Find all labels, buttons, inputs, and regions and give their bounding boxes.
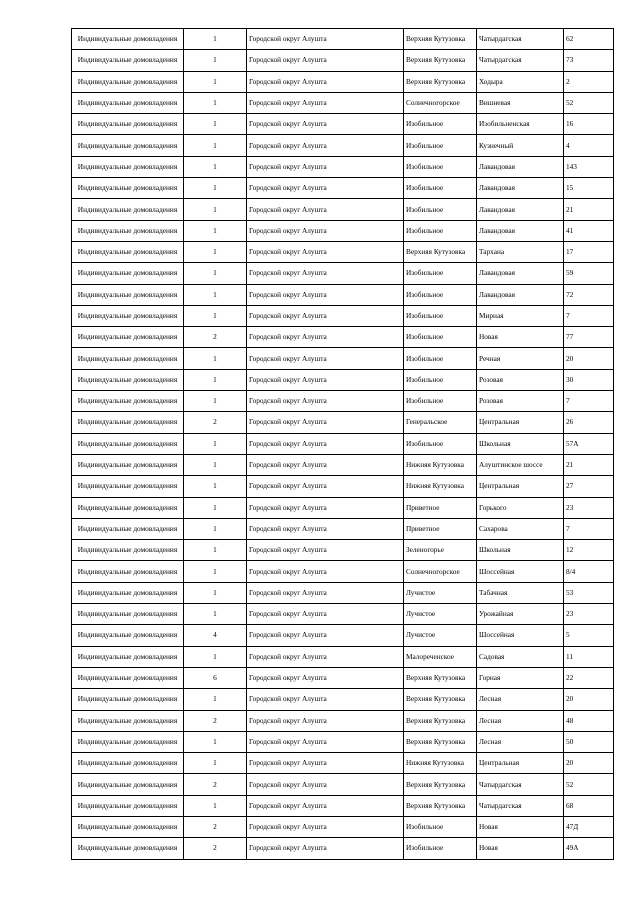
cell-building-type: Индивидуальные домовладения <box>72 29 184 50</box>
table-row <box>72 199 614 220</box>
cell-district: Городской округ Алушта <box>247 178 404 199</box>
cell-count: 1 <box>184 263 247 284</box>
cell-district: Городской округ Алушта <box>247 241 404 262</box>
table-row <box>72 348 614 369</box>
cell-settlement: Верхняя Кутузовка <box>404 667 477 688</box>
cell-district: Городской округ Алушта <box>247 795 404 816</box>
cell-building-type: Индивидуальные домовладения <box>72 92 184 113</box>
cell-count: 2 <box>184 327 247 348</box>
cell-building-type: Индивидуальные домовладения <box>72 476 184 497</box>
cell-settlement: Изобильное <box>404 838 477 859</box>
cell-settlement: Лучистое <box>404 582 477 603</box>
cell-building-type: Индивидуальные домовладения <box>72 71 184 92</box>
table-row <box>72 838 614 859</box>
table-row <box>72 774 614 795</box>
cell-building-type: Индивидуальные домовладения <box>72 710 184 731</box>
cell-building-type: Индивидуальные домовладения <box>72 582 184 603</box>
cell-count: 1 <box>184 92 247 113</box>
cell-settlement: Изобильное <box>404 433 477 454</box>
cell-count: 1 <box>184 199 247 220</box>
cell-building-type: Индивидуальные домовладения <box>72 795 184 816</box>
cell-house-number: 53 <box>564 582 614 603</box>
table-row <box>72 540 614 561</box>
cell-street: Лесная <box>477 731 564 752</box>
cell-house-number: 47Д <box>564 816 614 837</box>
cell-street: Лавандовая <box>477 199 564 220</box>
cell-building-type: Индивидуальные домовладения <box>72 604 184 625</box>
cell-settlement: Изобильное <box>404 114 477 135</box>
table-row <box>72 667 614 688</box>
cell-settlement: Приветное <box>404 497 477 518</box>
cell-district: Городской округ Алушта <box>247 263 404 284</box>
cell-count: 2 <box>184 816 247 837</box>
cell-building-type: Индивидуальные домовладения <box>72 625 184 646</box>
cell-district: Городской округ Алушта <box>247 412 404 433</box>
cell-building-type: Индивидуальные домовладения <box>72 667 184 688</box>
cell-district: Городской округ Алушта <box>247 646 404 667</box>
cell-house-number: 30 <box>564 369 614 390</box>
cell-building-type: Индивидуальные домовладения <box>72 220 184 241</box>
cell-district: Городской округ Алушта <box>247 476 404 497</box>
cell-district: Городской округ Алушта <box>247 625 404 646</box>
cell-count: 1 <box>184 518 247 539</box>
cell-settlement: Изобильное <box>404 816 477 837</box>
cell-count: 1 <box>184 540 247 561</box>
cell-count: 1 <box>184 284 247 305</box>
cell-settlement: Зеленогорье <box>404 540 477 561</box>
cell-building-type: Индивидуальные домовладения <box>72 391 184 412</box>
cell-settlement: Верхняя Кутузовка <box>404 29 477 50</box>
table-row <box>72 412 614 433</box>
cell-house-number: 50 <box>564 731 614 752</box>
table-row <box>72 497 614 518</box>
cell-building-type: Индивидуальные домовладения <box>72 369 184 390</box>
cell-count: 1 <box>184 178 247 199</box>
cell-house-number: 4 <box>564 135 614 156</box>
cell-building-type: Индивидуальные домовладения <box>72 156 184 177</box>
cell-count: 1 <box>184 561 247 582</box>
cell-count: 1 <box>184 476 247 497</box>
table-row <box>72 92 614 113</box>
cell-building-type: Индивидуальные домовладения <box>72 178 184 199</box>
cell-settlement: Изобильное <box>404 220 477 241</box>
cell-settlement: Солнечногорское <box>404 561 477 582</box>
cell-house-number: 15 <box>564 178 614 199</box>
cell-settlement: Нижняя Кутузовка <box>404 454 477 475</box>
cell-street: Новая <box>477 838 564 859</box>
cell-street: Школьная <box>477 433 564 454</box>
cell-district: Городской округ Алушта <box>247 667 404 688</box>
cell-house-number: 59 <box>564 263 614 284</box>
cell-house-number: 52 <box>564 774 614 795</box>
cell-district: Городской округ Алушта <box>247 135 404 156</box>
cell-street: Центральная <box>477 753 564 774</box>
cell-settlement: Изобильное <box>404 135 477 156</box>
cell-district: Городской округ Алушта <box>247 774 404 795</box>
cell-building-type: Индивидуальные домовладения <box>72 540 184 561</box>
cell-district: Городской округ Алушта <box>247 284 404 305</box>
cell-house-number: 62 <box>564 29 614 50</box>
cell-street: Лавандовая <box>477 220 564 241</box>
cell-district: Городской округ Алушта <box>247 156 404 177</box>
cell-street: Горького <box>477 497 564 518</box>
housing-table <box>71 28 614 860</box>
cell-building-type: Индивидуальные домовладения <box>72 241 184 262</box>
table-row <box>72 156 614 177</box>
cell-building-type: Индивидуальные домовладения <box>72 816 184 837</box>
table-row <box>72 646 614 667</box>
cell-street: Новая <box>477 327 564 348</box>
table-row <box>72 582 614 603</box>
cell-street: Новая <box>477 816 564 837</box>
cell-street: Вишневая <box>477 92 564 113</box>
cell-district: Городской округ Алушта <box>247 816 404 837</box>
cell-street: Кузнечный <box>477 135 564 156</box>
cell-street: Горная <box>477 667 564 688</box>
table-row <box>72 454 614 475</box>
cell-settlement: Изобильное <box>404 284 477 305</box>
cell-count: 1 <box>184 156 247 177</box>
cell-settlement: Изобильное <box>404 263 477 284</box>
cell-house-number: 49А <box>564 838 614 859</box>
cell-count: 1 <box>184 50 247 71</box>
cell-building-type: Индивидуальные домовладения <box>72 731 184 752</box>
cell-settlement: Лучистое <box>404 625 477 646</box>
cell-house-number: 20 <box>564 753 614 774</box>
table-row <box>72 135 614 156</box>
table-row <box>72 816 614 837</box>
cell-district: Городской округ Алушта <box>247 497 404 518</box>
cell-house-number: 21 <box>564 199 614 220</box>
cell-street: Сахарова <box>477 518 564 539</box>
cell-district: Городской округ Алушта <box>247 348 404 369</box>
table-row <box>72 731 614 752</box>
cell-count: 6 <box>184 667 247 688</box>
cell-street: Ходыра <box>477 71 564 92</box>
cell-building-type: Индивидуальные домовладения <box>72 114 184 135</box>
cell-building-type: Индивидуальные домовладения <box>72 263 184 284</box>
cell-district: Городской округ Алушта <box>247 92 404 113</box>
cell-settlement: Верхняя Кутузовка <box>404 795 477 816</box>
cell-street: Шоссейная <box>477 625 564 646</box>
cell-district: Городской округ Алушта <box>247 518 404 539</box>
cell-count: 1 <box>184 753 247 774</box>
housing-table-body <box>72 29 614 860</box>
cell-house-number: 143 <box>564 156 614 177</box>
cell-settlement: Изобильное <box>404 327 477 348</box>
table-row <box>72 284 614 305</box>
table-row <box>72 795 614 816</box>
cell-district: Городской округ Алушта <box>247 710 404 731</box>
cell-settlement: Верхняя Кутузовка <box>404 50 477 71</box>
cell-settlement: Верхняя Кутузовка <box>404 774 477 795</box>
cell-street: Чатырдагская <box>477 774 564 795</box>
cell-count: 1 <box>184 220 247 241</box>
cell-building-type: Индивидуальные домовладения <box>72 838 184 859</box>
cell-street: Лавандовая <box>477 263 564 284</box>
table-row <box>72 391 614 412</box>
cell-district: Городской округ Алушта <box>247 391 404 412</box>
cell-district: Городской округ Алушта <box>247 838 404 859</box>
table-row <box>72 114 614 135</box>
cell-count: 1 <box>184 391 247 412</box>
cell-street: Розовая <box>477 391 564 412</box>
cell-district: Городской округ Алушта <box>247 220 404 241</box>
cell-settlement: Изобильное <box>404 305 477 326</box>
cell-building-type: Индивидуальные домовладения <box>72 497 184 518</box>
cell-street: Урожайная <box>477 604 564 625</box>
table-row <box>72 327 614 348</box>
cell-house-number: 73 <box>564 50 614 71</box>
cell-street: Чатырдагская <box>477 29 564 50</box>
table-row <box>72 220 614 241</box>
cell-settlement: Изобильное <box>404 391 477 412</box>
cell-count: 1 <box>184 241 247 262</box>
cell-building-type: Индивидуальные домовладения <box>72 518 184 539</box>
cell-house-number: 23 <box>564 604 614 625</box>
cell-count: 1 <box>184 29 247 50</box>
cell-street: Школьная <box>477 540 564 561</box>
cell-settlement: Изобильное <box>404 369 477 390</box>
cell-street: Лавандовая <box>477 178 564 199</box>
cell-house-number: 16 <box>564 114 614 135</box>
cell-house-number: 52 <box>564 92 614 113</box>
cell-street: Тархана <box>477 241 564 262</box>
cell-building-type: Индивидуальные домовладения <box>72 135 184 156</box>
cell-house-number: 21 <box>564 454 614 475</box>
cell-house-number: 48 <box>564 710 614 731</box>
cell-settlement: Верхняя Кутузовка <box>404 241 477 262</box>
cell-street: Табачная <box>477 582 564 603</box>
table-row <box>72 29 614 50</box>
cell-district: Городской округ Алушта <box>247 540 404 561</box>
cell-building-type: Индивидуальные домовладения <box>72 753 184 774</box>
cell-district: Городской округ Алушта <box>247 199 404 220</box>
table-row <box>72 433 614 454</box>
cell-settlement: Приветное <box>404 518 477 539</box>
cell-street: Центральная <box>477 412 564 433</box>
cell-district: Городской округ Алушта <box>247 582 404 603</box>
cell-settlement: Верхняя Кутузовка <box>404 689 477 710</box>
cell-settlement: Изобильное <box>404 199 477 220</box>
cell-settlement: Изобильное <box>404 348 477 369</box>
cell-house-number: 17 <box>564 241 614 262</box>
cell-house-number: 41 <box>564 220 614 241</box>
cell-house-number: 7 <box>564 391 614 412</box>
cell-count: 1 <box>184 731 247 752</box>
table-row <box>72 625 614 646</box>
cell-street: Мирная <box>477 305 564 326</box>
cell-building-type: Индивидуальные домовладения <box>72 50 184 71</box>
cell-house-number: 20 <box>564 689 614 710</box>
cell-building-type: Индивидуальные домовладения <box>72 689 184 710</box>
cell-building-type: Индивидуальные домовладения <box>72 561 184 582</box>
cell-settlement: Верхняя Кутузовка <box>404 731 477 752</box>
table-row <box>72 369 614 390</box>
cell-count: 1 <box>184 114 247 135</box>
cell-count: 1 <box>184 604 247 625</box>
cell-house-number: 57А <box>564 433 614 454</box>
cell-house-number: 12 <box>564 540 614 561</box>
cell-house-number: 11 <box>564 646 614 667</box>
cell-house-number: 20 <box>564 348 614 369</box>
cell-count: 1 <box>184 71 247 92</box>
table-row <box>72 604 614 625</box>
cell-settlement: Верхняя Кутузовка <box>404 710 477 731</box>
table-row <box>72 305 614 326</box>
cell-street: Лавандовая <box>477 284 564 305</box>
cell-count: 2 <box>184 838 247 859</box>
table-row <box>72 241 614 262</box>
cell-count: 1 <box>184 305 247 326</box>
cell-count: 1 <box>184 582 247 603</box>
cell-count: 1 <box>184 433 247 454</box>
cell-count: 2 <box>184 412 247 433</box>
cell-count: 2 <box>184 774 247 795</box>
cell-street: Шоссейная <box>477 561 564 582</box>
cell-settlement: Генеральское <box>404 412 477 433</box>
cell-count: 2 <box>184 710 247 731</box>
cell-street: Алуштинское шоссе <box>477 454 564 475</box>
cell-street: Лесная <box>477 710 564 731</box>
cell-settlement: Солнечногорское <box>404 92 477 113</box>
cell-street: Розовая <box>477 369 564 390</box>
cell-district: Городской округ Алушта <box>247 29 404 50</box>
cell-district: Городской округ Алушта <box>247 689 404 710</box>
cell-district: Городской округ Алушта <box>247 305 404 326</box>
cell-house-number: 7 <box>564 305 614 326</box>
cell-count: 1 <box>184 497 247 518</box>
cell-settlement: Изобильное <box>404 178 477 199</box>
cell-district: Городской округ Алушта <box>247 50 404 71</box>
cell-house-number: 5 <box>564 625 614 646</box>
cell-district: Городской округ Алушта <box>247 71 404 92</box>
table-row <box>72 71 614 92</box>
cell-settlement: Изобильное <box>404 156 477 177</box>
cell-district: Городской округ Алушта <box>247 327 404 348</box>
table-row <box>72 50 614 71</box>
cell-building-type: Индивидуальные домовладения <box>72 327 184 348</box>
cell-district: Городской округ Алушта <box>247 369 404 390</box>
cell-house-number: 8/4 <box>564 561 614 582</box>
cell-house-number: 72 <box>564 284 614 305</box>
cell-count: 1 <box>184 795 247 816</box>
cell-house-number: 2 <box>564 71 614 92</box>
cell-building-type: Индивидуальные домовладения <box>72 348 184 369</box>
cell-settlement: Нижняя Кутузовка <box>404 476 477 497</box>
cell-settlement: Лучистое <box>404 604 477 625</box>
table-row <box>72 263 614 284</box>
cell-street: Лавандовая <box>477 156 564 177</box>
cell-building-type: Индивидуальные домовладения <box>72 284 184 305</box>
cell-street: Речная <box>477 348 564 369</box>
cell-building-type: Индивидуальные домовладения <box>72 774 184 795</box>
cell-house-number: 26 <box>564 412 614 433</box>
cell-building-type: Индивидуальные домовладения <box>72 433 184 454</box>
cell-settlement: Нижняя Кутузовка <box>404 753 477 774</box>
cell-district: Городской округ Алушта <box>247 114 404 135</box>
cell-settlement: Малореченское <box>404 646 477 667</box>
cell-count: 1 <box>184 454 247 475</box>
cell-building-type: Индивидуальные домовладения <box>72 199 184 220</box>
table-row <box>72 561 614 582</box>
cell-district: Городской округ Алушта <box>247 433 404 454</box>
cell-house-number: 23 <box>564 497 614 518</box>
cell-district: Городской округ Алушта <box>247 731 404 752</box>
cell-district: Городской округ Алушта <box>247 753 404 774</box>
cell-street: Центральная <box>477 476 564 497</box>
cell-building-type: Индивидуальные домовладения <box>72 412 184 433</box>
table-row <box>72 689 614 710</box>
cell-building-type: Индивидуальные домовладения <box>72 305 184 326</box>
cell-street: Чатырдагская <box>477 795 564 816</box>
cell-district: Городской округ Алушта <box>247 454 404 475</box>
cell-house-number: 27 <box>564 476 614 497</box>
cell-count: 4 <box>184 625 247 646</box>
cell-district: Городской округ Алушта <box>247 604 404 625</box>
cell-street: Изобильненская <box>477 114 564 135</box>
table-row <box>72 178 614 199</box>
cell-building-type: Индивидуальные домовладения <box>72 646 184 667</box>
cell-count: 1 <box>184 369 247 390</box>
cell-count: 1 <box>184 689 247 710</box>
cell-house-number: 7 <box>564 518 614 539</box>
table-row <box>72 476 614 497</box>
cell-count: 1 <box>184 348 247 369</box>
cell-street: Лесная <box>477 689 564 710</box>
cell-settlement: Верхняя Кутузовка <box>404 71 477 92</box>
cell-street: Садовая <box>477 646 564 667</box>
cell-house-number: 68 <box>564 795 614 816</box>
table-row <box>72 753 614 774</box>
cell-count: 1 <box>184 135 247 156</box>
cell-count: 1 <box>184 646 247 667</box>
table-row <box>72 518 614 539</box>
cell-house-number: 22 <box>564 667 614 688</box>
cell-house-number: 77 <box>564 327 614 348</box>
table-row <box>72 710 614 731</box>
cell-district: Городской округ Алушта <box>247 561 404 582</box>
cell-building-type: Индивидуальные домовладения <box>72 454 184 475</box>
cell-street: Чатырдагская <box>477 50 564 71</box>
